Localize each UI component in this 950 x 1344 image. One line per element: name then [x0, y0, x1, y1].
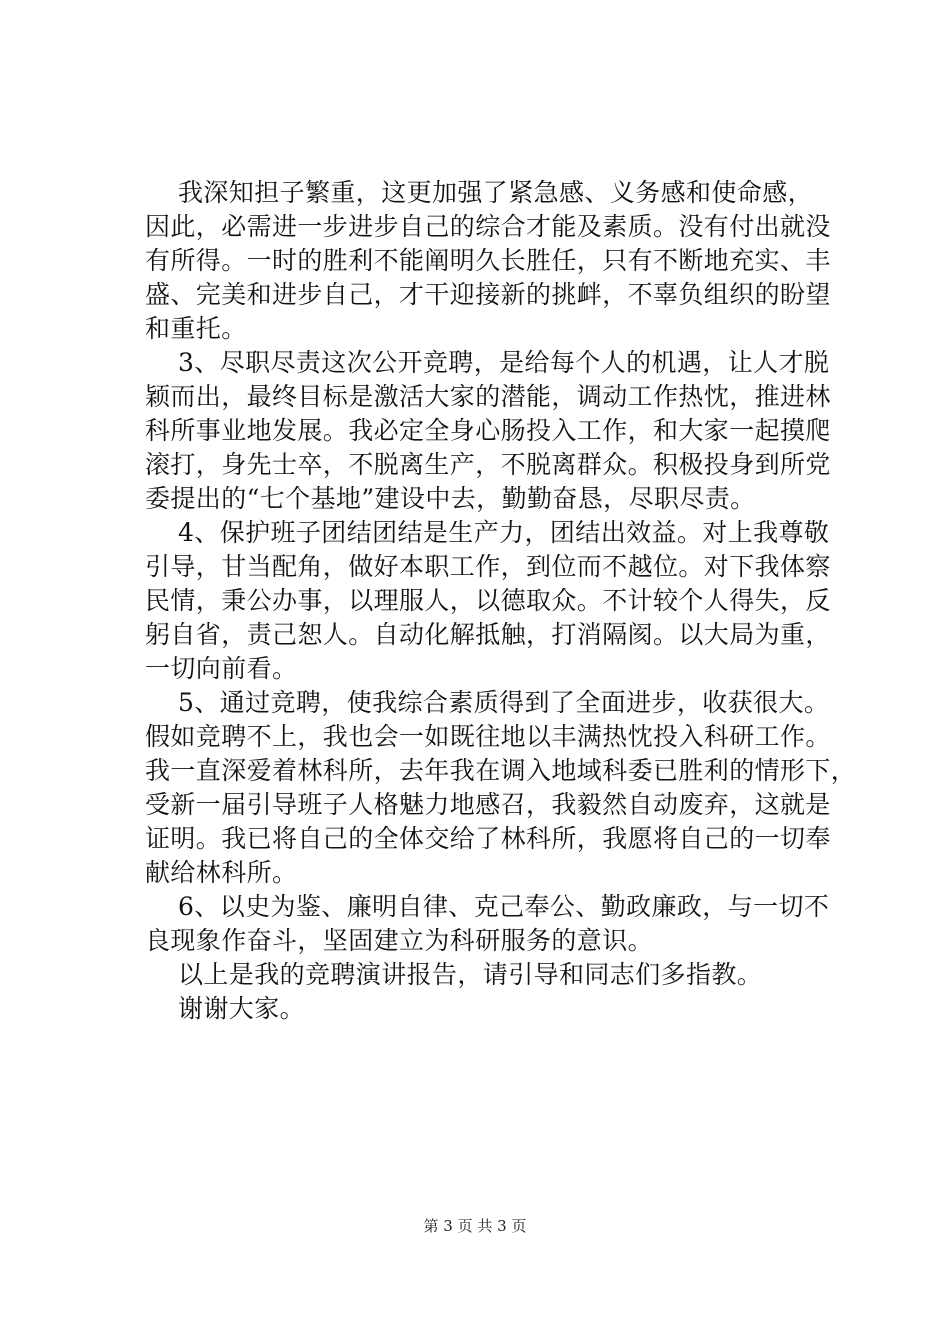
- paragraph-line: 3、尽职尽责这次公开竞聘，是给每个人的机遇，让人才脱: [178, 348, 830, 377]
- paragraph-line: 民情，秉公办事，以理服人，以德取众。不计较个人得失，反: [145, 586, 831, 615]
- paragraph-line: 以上是我的竞聘演讲报告，请引导和同志们多指教。: [178, 960, 763, 989]
- paragraph-line: 我深知担子繁重，这更加强了紧急感、义务感和使命感，: [178, 178, 814, 207]
- paragraph-line: 献给林科所。: [145, 858, 298, 887]
- paragraph-line: 躬自省，责己恕人。自动化解抵触，打消隔阂。以大局为重，: [145, 620, 831, 649]
- paragraph-line: 和重托。: [145, 314, 247, 343]
- paragraph-line: 颖而出，最终目标是激活大家的潜能，调动工作热忱，推进林: [145, 382, 831, 411]
- paragraph-line: 证明。我已将自己的全体交给了林科所，我愿将自己的一切奉: [145, 824, 831, 853]
- paragraph-line: 我一直深爱着林科所，去年我在调入地域科委已胜利的情形下，: [145, 756, 857, 785]
- paragraph-line: 盛、完美和进步自己，才干迎接新的挑衅，不辜负组织的盼望: [145, 280, 831, 309]
- paragraph-line: 6、以史为鉴、廉明自律、克己奉公、勤政廉政，与一切不: [178, 892, 830, 921]
- paragraph-line: 假如竞聘不上，我也会一如既往地以丰满热忱投入科研工作。: [145, 722, 831, 751]
- paragraph-line: 科所事业地发展。我必定全身心肠投入工作，和大家一起摸爬: [145, 416, 831, 445]
- paragraph-line: 有所得。一时的胜利不能阐明久长胜任，只有不断地充实、丰: [145, 246, 831, 275]
- paragraph-line: 引导，甘当配角，做好本职工作，到位而不越位。对下我体察: [145, 552, 831, 581]
- paragraph-line: 委提出的“七个基地”建设中去，勤勤奋恳，尽职尽责。: [145, 484, 756, 513]
- paragraph-line: 受新一届引导班子人格魅力地感召，我毅然自动废弃，这就是: [145, 790, 831, 819]
- page-footer: 第 3 页 共 3 页: [423, 1217, 527, 1235]
- paragraph-line: 5、通过竞聘，使我综合素质得到了全面进步，收获很大。: [178, 688, 830, 717]
- paragraph-line: 4、保护班子团结团结是生产力，团结出效益。对上我尊敬: [178, 518, 830, 547]
- paragraph-line: 良现象作奋斗，坚固建立为科研服务的意识。: [145, 926, 654, 955]
- paragraph-line: 滚打，身先士卒，不脱离生产，不脱离群众。积极投身到所党: [145, 450, 831, 479]
- paragraph-line: 因此，必需进一步进步自己的综合才能及素质。没有付出就没: [145, 212, 831, 241]
- paragraph-line: 谢谢大家。: [178, 994, 306, 1023]
- paragraph-line: 一切向前看。: [145, 654, 298, 683]
